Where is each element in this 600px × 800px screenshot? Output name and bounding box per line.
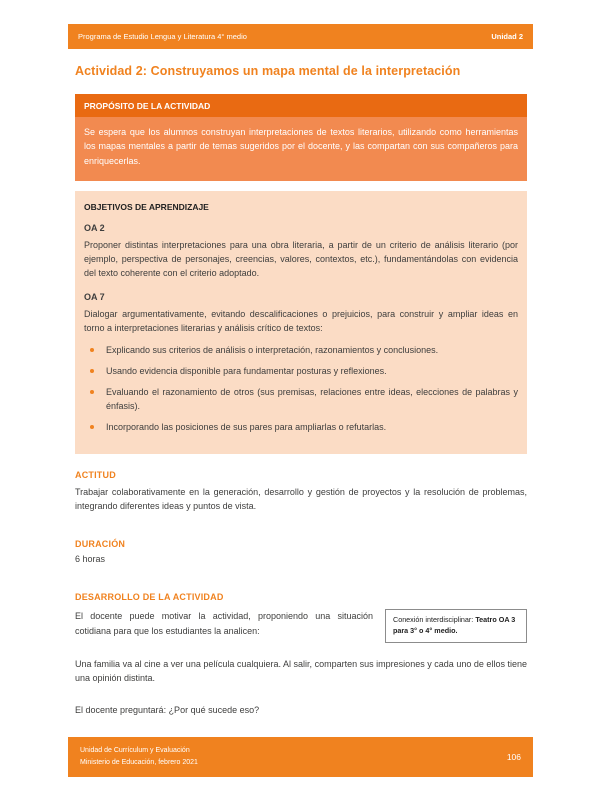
bullet-item: Usando evidencia disponible para fundamentar posturas y reflexiones. (90, 365, 518, 379)
oa7-text: Dialogar argumentativamente, evitando descalificaciones o prejuicios, para construir y ampliar ideas en torno a interpretaciones literarias y análisis crítico de textos: (84, 309, 518, 333)
oa7-label: OA 7 (84, 292, 105, 303)
objetivos-box (75, 191, 527, 453)
bullet-item: Incorporando las posiciones de sus pares para ampliarlas o refutarlas. (90, 421, 518, 435)
footer-line-2: Ministerio de Educación, febrero 2021 (80, 759, 198, 766)
page-header-bar (68, 24, 533, 49)
desarrollo-heading: DESARROLLO DE LA ACTIVIDAD (75, 592, 224, 603)
activity-title: Actividad 2: Construyamos un mapa mental de la interpretación (75, 64, 461, 78)
proposito-body: Se espera que los alumnos construyan interpretaciones de textos literarios, utilizando como herramientas los mapas mentales a partir de temas sugeridos por el docente, y las compartan con sus compañeros para enriquecerlas. (75, 117, 527, 181)
duracion-body: 6 horas (75, 554, 106, 565)
desarrollo-paragraph-1: Una familia va al cine a ver una película cualquiera. Al salir, comparten sus impresiones y cada uno de ellos tiene una opinión distinta. (75, 658, 527, 684)
conexion-label: Conexión interdisciplinar: (393, 615, 476, 625)
conexion-interdisciplinar-box (385, 609, 527, 643)
page-content (75, 62, 527, 717)
oa7-bullet-list (90, 344, 518, 435)
header-unit-label: Unidad 2 (491, 32, 523, 41)
bullet-item: Explicando sus criterios de análisis o interpretación, razonamientos y conclusiones. (90, 344, 518, 358)
objetivos-heading: OBJETIVOS DE APRENDIZAJE (84, 202, 209, 213)
page-footer-bar (68, 737, 533, 777)
desarrollo-paragraph-2: El docente preguntará: ¿Por qué sucede eso? (75, 704, 260, 715)
oa2-text: Proponer distintas interpretaciones para una obra literaria, a partir de un criterio de análisis literario (por ejemplo, perspectiva de personajes, creencias, valores, contextos, etc.), fundamentándolas con evidencia del texto coherente con el criterio adoptado. (84, 240, 518, 279)
conexion-bold-text: Teatro OA 3 para 3° o 4° medio. (393, 615, 516, 636)
desarrollo-intro-row (75, 609, 527, 643)
desarrollo-intro: El docente puede motivar la actividad, proponiendo una situación cotidiana para que los estudiantes la analicen: (75, 611, 373, 636)
actitud-heading: ACTITUD (75, 469, 116, 480)
oa2-label: OA 2 (84, 223, 105, 234)
duracion-heading: DURACIÓN (75, 539, 126, 550)
bullet-item: Evaluando el razonamiento de otros (sus premisas, relaciones entre ideas, elecciones de palabras y énfasis). (90, 386, 518, 414)
header-program-title: Programa de Estudio Lengua y Literatura 4° medio (78, 32, 247, 41)
footer-credits (80, 745, 198, 769)
proposito-heading: PROPÓSITO DE LA ACTIVIDAD (75, 94, 527, 117)
proposito-box (75, 94, 527, 181)
page-number: 106 (506, 752, 521, 762)
actitud-body: Trabajar colaborativamente en la generación, desarrollo y gestión de proyectos y la resolución de problemas, integrando diferentes ideas y puntos de vista. (75, 486, 527, 511)
footer-line-1: Unidad de Currículum y Evaluación (80, 747, 190, 755)
